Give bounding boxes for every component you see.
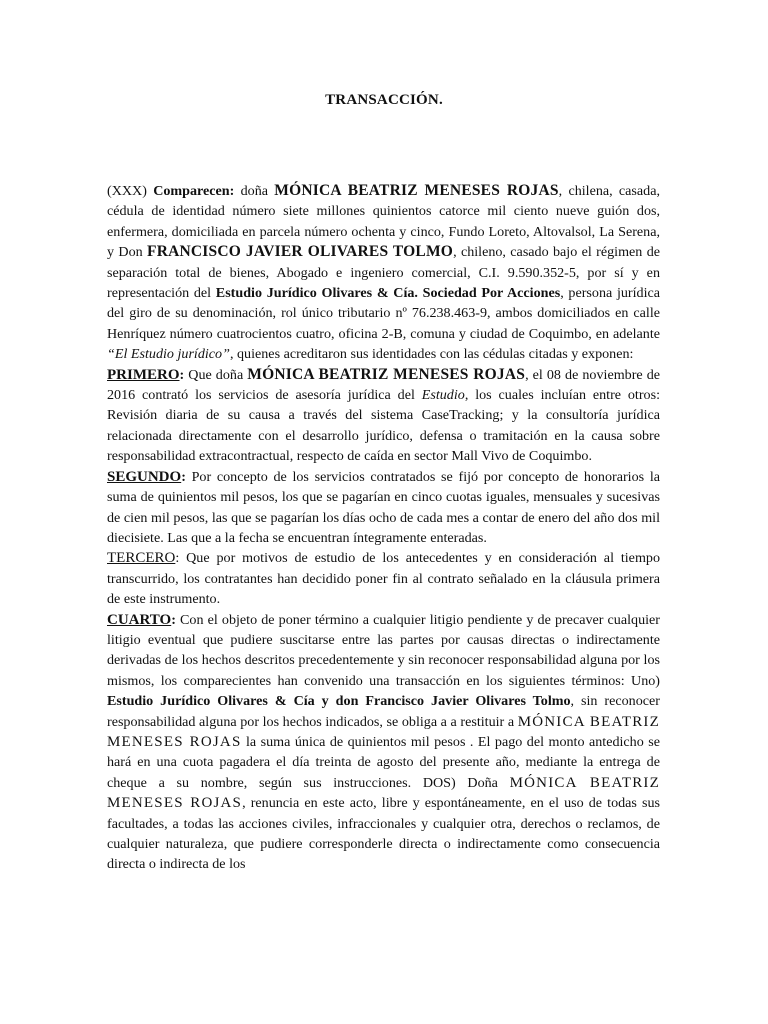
intro-text-4: , persona jurídica del giro de su denominación, rol único tributario nº 76.238.463-9, ambos domiciliados en calle Henríquez número cuatrocientos cuatro, oficina 2-B, comuna y ciudad de Coquimbo, en adelante (107, 285, 661, 342)
intro-text-5: , quienes acreditaron sus identidades con las cédulas citadas y exponen: (229, 346, 634, 363)
cuarto-party-name-2: MÓNICA BEATRIZ MENESES ROJAS (107, 774, 660, 812)
clause-heading-primero: PRIMERO (107, 366, 180, 383)
intro-paragraph (107, 181, 660, 365)
clause-tercero (107, 548, 660, 609)
cuarto-text-1: Con el objeto de poner término a cualquier litigio pendiente y de precaver cualquier litigio eventual que pudiere suscitarse entre las partes por causas directas o indirectamente derivadas de los hechos descritos precedentemente y sin reconocer responsabilidad alguna por los mismos, los comparecientes han convenido una transacción en los siguientes términos: Uno) (107, 611, 660, 689)
tercero-text: : Que por motivos de estudio de los antecedentes y en consideración al tiempo transcurrido, los contratantes han decidido poner fin al contrato señalado en la cláusula primera de este instrumento. (107, 550, 660, 608)
cuarto-party-name: MÓNICA BEATRIZ MENESES ROJAS (107, 713, 660, 750)
primero-party-name: MÓNICA BEATRIZ MENESES ROJAS (247, 365, 526, 383)
clause-segundo (107, 467, 660, 549)
party-name-2: FRANCISCO JAVIER OLIVARES TOLMO (147, 243, 454, 261)
document-title: TRANSACCIÓN. (325, 92, 443, 108)
primero-text-2: , el 08 de noviembre de 2016 contrató los servicios de asesoría jurídica del (107, 366, 661, 404)
clause-colon: : (179, 366, 185, 383)
cuarto-text-3: la suma única de quinientos mil pesos . El pago del monto antedicho se hará en una cuota pagadera el día treinta de agosto del presente año, mediante la entrega de cheque a su nombre, según sus instrucciones. DOS) Doña (107, 733, 660, 791)
primero-text-3: , los cuales incluían entre otros: Revisión diaria de su causa a través del sistema CaseTracking; y la consultoría jurídica relacionada directamente con el desarrollo jurídico, defensa o tramitación en la causa sobre responsabilidad extracontractual, respecto de caída en sector Mall Vivo de Coquimbo. (107, 387, 660, 465)
primero-estudio: Estudio (421, 387, 465, 404)
clause-primero (107, 365, 660, 467)
clause-heading-tercero: TERCERO (107, 550, 176, 567)
segundo-text: Por concepto de los servicios contratados se fijó por concepto de honorarios la suma de quinientos mil pesos, los que se pagarían en cinco cuotas iguales, mensuales y sucesivas de cien mil pesos, las que se pagarían los días ocho de cada mes a contar de enero del año dos mil diecisiete. Las que a la fecha se encuentran íntegramente enteradas. (107, 468, 660, 546)
clause-colon: : (171, 611, 176, 628)
intro-text-3: , chileno, casado bajo el régimen de separación total de bienes, Abogado e ingeniero comercial, C.I. 9.590.352-5, por sí y en representación del (107, 244, 660, 302)
clause-cuarto (107, 610, 660, 875)
clause-heading-segundo: SEGUNDO (107, 468, 182, 485)
cuarto-text-2: , sin reconocer responsabilidad alguna por los hechos indicados, se obliga a a restituir a (107, 693, 660, 730)
party-name-1: MÓNICA BEATRIZ MENESES ROJAS (274, 182, 559, 199)
clause-heading-cuarto: CUARTO (107, 611, 172, 628)
document-body (107, 181, 660, 875)
firm-name: Estudio Jurídico Olivares & Cía. Sociedad Por Acciones (215, 285, 561, 302)
intro-text-1: doña (234, 183, 275, 199)
primero-text-1: Que doña (184, 366, 248, 383)
comparecen-label: Comparecen: (153, 183, 235, 199)
intro-prefix: (XXX) (107, 183, 154, 199)
clause-colon: : (181, 468, 186, 485)
firm-alias: “El Estudio jurídico” (107, 346, 230, 363)
intro-text-2: , chilena, casada, cédula de identidad número siete millones quinientos catorce mil ciento nueve guión dos, enfermera, domiciliada en parcela número ochenta y cinco, Fundo Loreto, Altovalsol, La Serena, y Don (107, 183, 660, 261)
cuarto-parties: Estudio Jurídico Olivares & Cía y don Francisco Javier Olivares Tolmo (107, 693, 571, 710)
cuarto-text-4: , renuncia en este acto, libre y espontáneamente, en el uso de todas sus facultades, a todas las acciones civiles, infraccionales y cualquier otra, derechos o reclamos, de cualquier naturaleza, que pudiere corresponderle directa o indirectamente como consecuencia directa o indirecta de los (107, 795, 660, 873)
